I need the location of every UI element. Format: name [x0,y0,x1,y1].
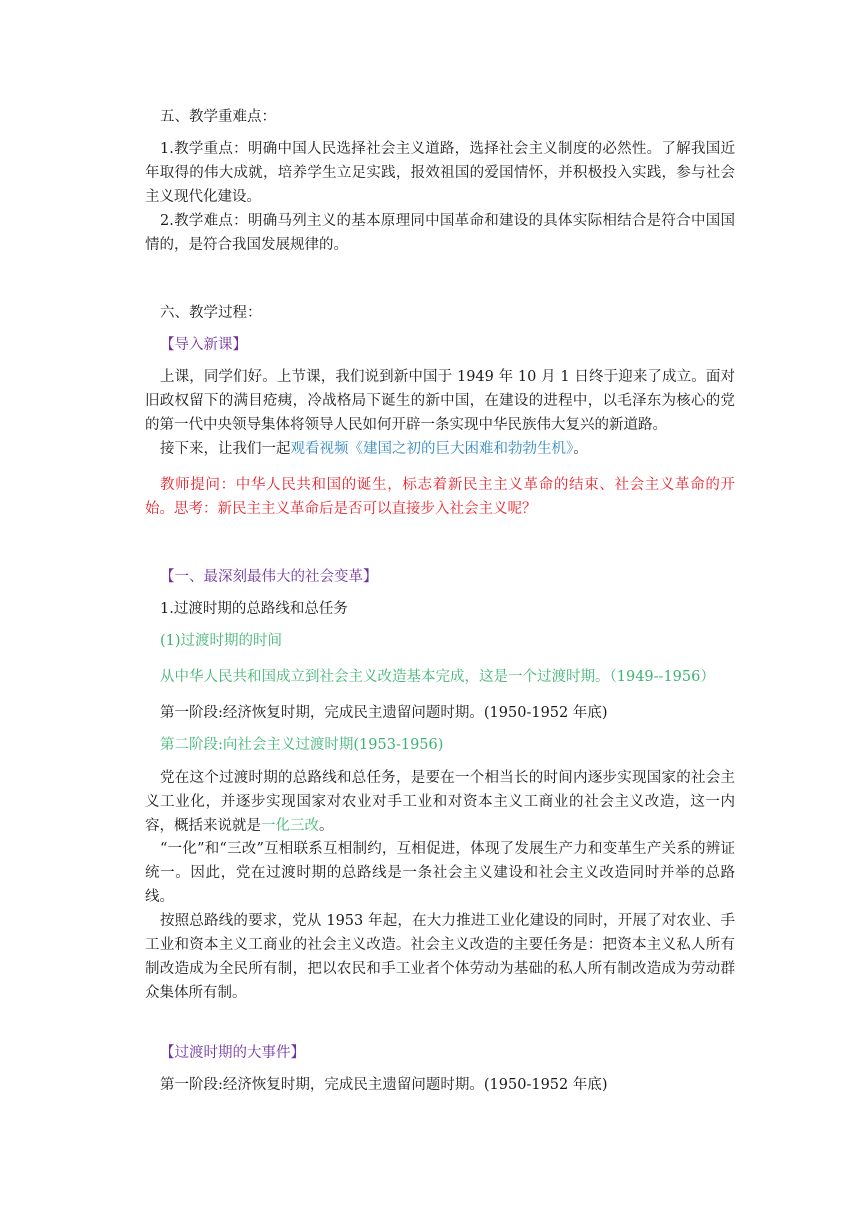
intro-tag: 【导入新课】 [160,337,247,353]
stage-two: 第二阶段:向社会主义过渡时期(1953-1956) [160,737,444,753]
teaching-key-point: 1.教学重点：明确中国人民选择社会主义道路，选择社会主义制度的必然性。了解我国近年取得的伟大成就，培养学生立足实践，报效祖国的爱国情怀，并积极投入实践，参与社会主义现代化建设。 [145,141,735,205]
general-line-paragraph [145,766,735,838]
teacher-question: 教师提问：中华人民共和国的诞生，标志着新民主主义革命的结束、社会主义革命的开始。思考：新民主主义革命后是否可以直接步入社会主义呢？ [145,477,735,517]
section6-heading: 六、教学过程： [160,305,262,321]
subsection-transition-time: (1)过渡时期的时间 [160,633,283,649]
general-line-text: 党在这个过渡时期的总路线和总任务，是要在一个相当长的时间内逐步实现国家的社会主义工业化，并逐步实现国家对农业对手工业和对资本主义工商业的社会主义改造，这一内容，概括来说就是 [145,770,735,834]
events-tag: 【过渡时期的大事件】 [160,1045,305,1061]
video-paragraph [145,437,735,461]
dialectic-paragraph: “一化”和“三改”互相联系互相制约，互相促进，体现了发展生产力和变革生产关系的辨证统一。因此，党在过渡时期的总路线是一条社会主义建设和社会主义改造同时并举的总路线。 [145,841,735,905]
general-line-end: 。 [319,818,334,834]
intro-paragraph: 上课，同学们好。上节课，我们说到新中国于 1949 年 10 月 1 日终于迎来了成立。面对旧政权留下的满目疮痍，冷战格局下诞生的新中国，在建设的进程中，以毛泽东为核心的党的第一代中央领导集体将领导人民如何开辟一条实现中华民族伟大复兴的新道路。 [145,369,735,433]
section5-heading: 五、教学重难点： [160,109,276,125]
stage-one: 第一阶段:经济恢复时期，完成民主遗留问题时期。(1950-1952 年底) [160,705,608,721]
video-suffix: 。 [573,441,588,457]
one-transformation-three-reforms: 一化三改 [261,818,319,834]
video-link[interactable]: 观看视频《建国之初的巨大困难和勃勃生机》 [290,441,574,457]
subsection-general-line: 1.过渡时期的总路线和总任务 [160,601,348,617]
transition-period-definition: 从中华人民共和国成立到社会主义改造基本完成，这是一个过渡时期。（1949--1956） [160,669,715,685]
part1-tag: 【一、最深刻最伟大的社会变革】 [160,569,378,585]
video-prefix: 接下来，让我们一起 [160,441,291,457]
events-stage-one: 第一阶段:经济恢复时期，完成民主遗留问题时期。(1950-1952 年底) [160,1077,608,1093]
teaching-difficulty: 2.教学难点：明确马列主义的基本原理同中国革命和建设的具体实际相结合是符合中国国情的，是符合我国发展规律的。 [145,213,735,253]
reform-paragraph: 按照总路线的要求，党从 1953 年起，在大力推进工业化建设的同时，开展了对农业、手工业和资本主义工商业的社会主义改造。社会主义改造的主要任务是：把资本主义私人所有制改造成为全民所有制，把以农民和手工业者个体劳动为基础的私人所有制改造成为劳动群众集体所有制。 [145,913,735,1001]
